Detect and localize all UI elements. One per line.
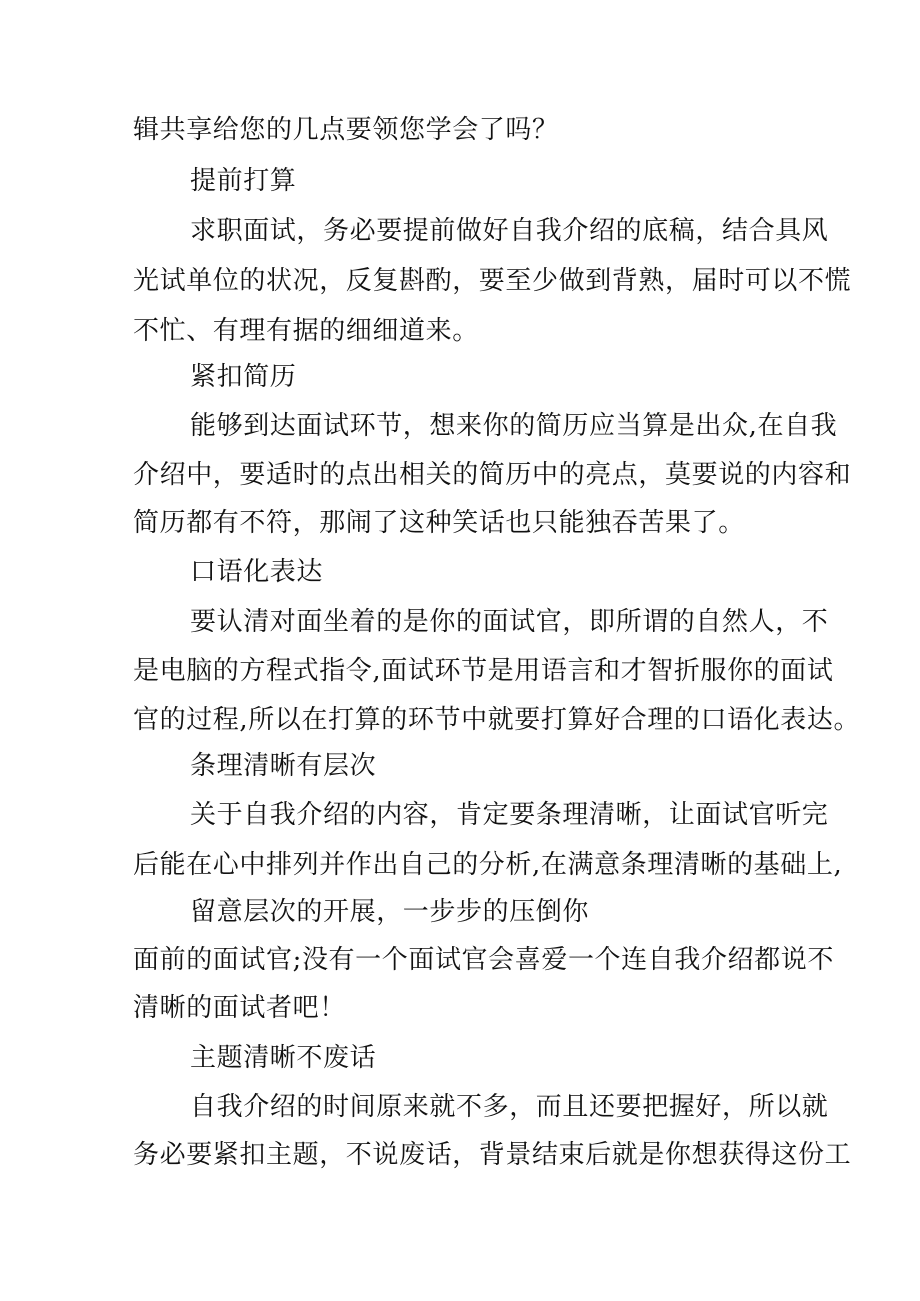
section-heading: 口语化表达 bbox=[190, 557, 324, 587]
paragraph-line: 光试单位的状况，反复斟酌，要至少做到背熟，届时可以不慌 bbox=[133, 266, 852, 296]
paragraph-line: 务必要紧扣主题，不说废话，背景结束后就是你想获得这份工 bbox=[133, 1140, 852, 1170]
section-heading: 紧扣简历 bbox=[190, 362, 297, 392]
paragraph-line: 留意层次的开展，一步步的压倒你 bbox=[190, 897, 590, 927]
paragraph-line: 求职面试，务必要提前做好自我介绍的底稿，结合具风 bbox=[190, 216, 829, 246]
paragraph-line: 自我介绍的时间原来就不多，而且还要把握好，所以就 bbox=[190, 1092, 829, 1122]
paragraph-line: 清晰的面试者吧！ bbox=[133, 993, 346, 1023]
paragraph-line: 后能在心中排列并作出自己的分析,在满意条理清晰的基础上, bbox=[133, 850, 843, 880]
paragraph-line: 介绍中，要适时的点出相关的简历中的亮点，莫要说的内容和 bbox=[133, 460, 852, 490]
paragraph-line: 官的过程,所以在打算的环节中就要打算好合理的口语化表达。 bbox=[133, 705, 861, 735]
paragraph-line: 辑共享给您的几点要领您学会了吗？ bbox=[133, 115, 559, 145]
section-heading: 条理清晰有层次 bbox=[190, 751, 377, 781]
section-heading: 提前打算 bbox=[190, 166, 297, 196]
paragraph-line: 面前的面试官;没有一个面试官会喜爱一个连自我介绍都说不 bbox=[133, 945, 834, 975]
paragraph-line: 简历都有不符，那闹了这种笑话也只能独吞苦果了。 bbox=[133, 508, 745, 538]
paragraph-line: 要认清对面坐着的是你的面试官，即所谓的自然人，不 bbox=[190, 607, 829, 637]
paragraph-line: 能够到达面试环节，想来你的简历应当算是出众,在自我 bbox=[190, 411, 838, 441]
section-heading: 主题清晰不废话 bbox=[190, 1043, 377, 1073]
paragraph-line: 关于自我介绍的内容，肯定要条理清晰，让面试官听完 bbox=[190, 800, 829, 830]
paragraph-line: 是电脑的方程式指令,面试环节是用语言和才智折服你的面试 bbox=[133, 656, 834, 686]
paragraph-line: 不忙、有理有据的细细道来。 bbox=[133, 316, 479, 346]
